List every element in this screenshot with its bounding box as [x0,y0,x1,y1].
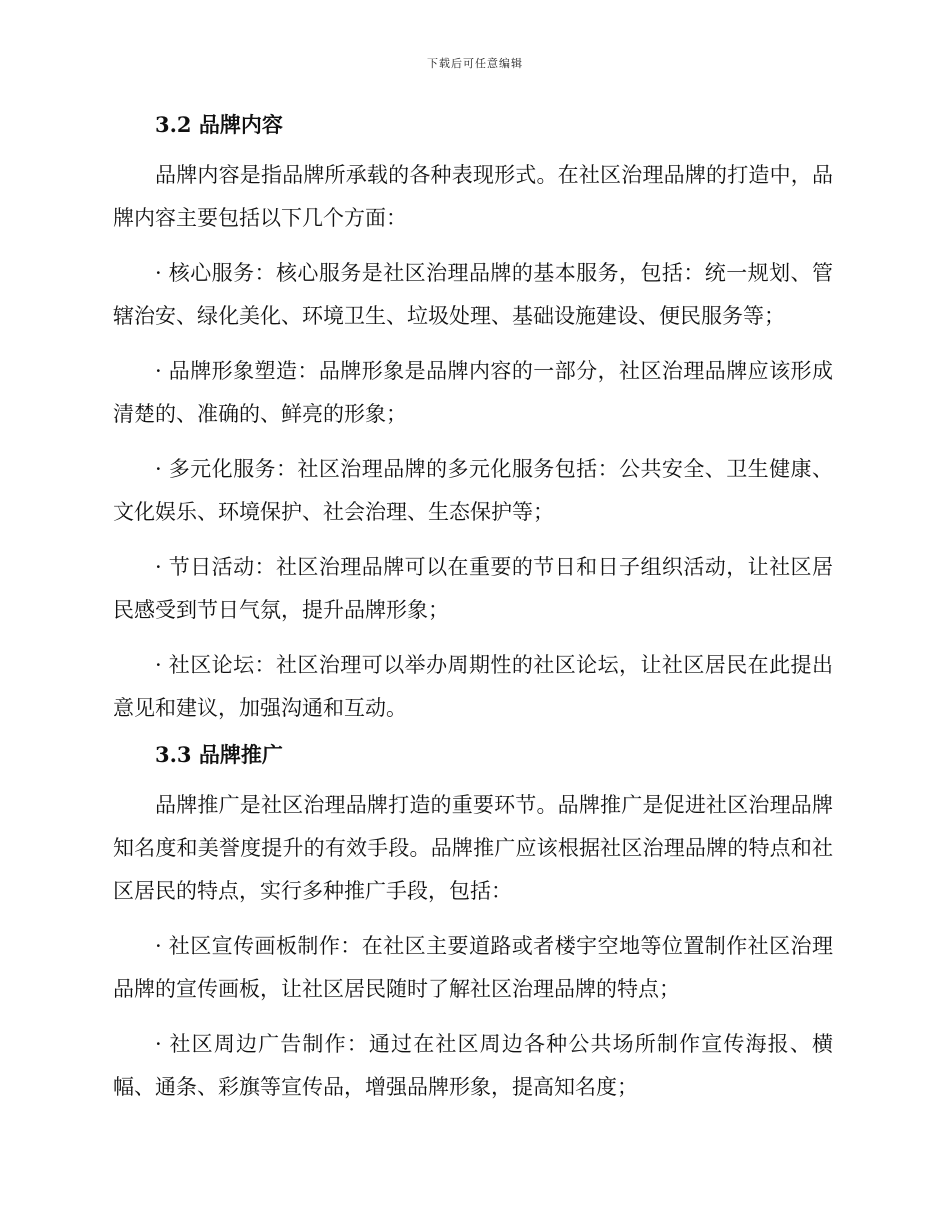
section-heading-brand-promotion: 3.3 品牌推广 [155,742,283,767]
bullet-community-forum: · 社区论坛：社区治理可以举办周期性的社区论坛，让社区居民在此提出意见和建议，加强沟通和互动。 [113,653,833,720]
section-heading-brand-content: 3.2 品牌内容 [155,112,283,137]
bullet-billboard-production: · 社区宣传画板制作：在社区主要道路或者楼宇空地等位置制作社区治理品牌的宣传画板，让社区居民随时了解社区治理品牌的特点； [113,934,833,1001]
page-header: 下载后可任意编辑 [427,57,523,70]
document-body [113,110,833,1109]
paragraph-brand-promotion-intro: 品牌推广是社区治理品牌打造的重要环节。品牌推广是促进社区治理品牌知名度和美誉度提升的有效手段。品牌推广应该根据社区治理品牌的特点和社区居民的特点，实行多种推广手段，包括： [113,793,833,903]
bullet-holiday-activities: · 节日活动：社区治理品牌可以在重要的节日和日子组织活动，让社区居民感受到节日气氛，提升品牌形象； [113,555,833,622]
bullet-core-services: · 核心服务：核心服务是社区治理品牌的基本服务，包括：统一规划、管辖治安、绿化美化、环境卫生、垃圾处理、基础设施建设、便民服务等； [113,261,833,328]
bullet-brand-image: · 品牌形象塑造：品牌形象是品牌内容的一部分，社区治理品牌应该形成清楚的、准确的、鲜亮的形象； [113,359,833,426]
bullet-surrounding-ads: · 社区周边广告制作：通过在社区周边各种公共场所制作宣传海报、横幅、通条、彩旗等宣传品，增强品牌形象，提高知名度； [113,1032,833,1099]
paragraph-brand-content-intro: 品牌内容是指品牌所承载的各种表现形式。在社区治理品牌的打造中，品牌内容主要包括以下几个方面： [113,163,833,230]
bullet-diversified-services: · 多元化服务：社区治理品牌的多元化服务包括：公共安全、卫生健康、文化娱乐、环境保护、社会治理、生态保护等； [113,457,833,524]
